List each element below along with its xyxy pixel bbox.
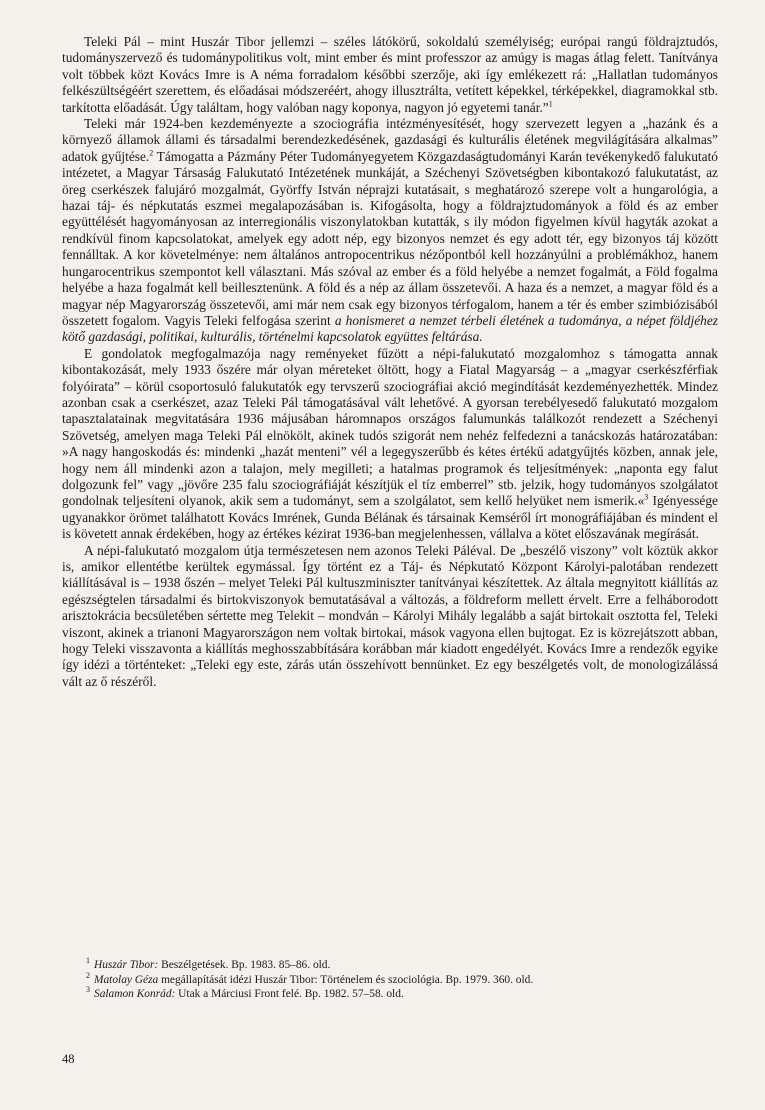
footnote-3: $^3$ Salamon Konrád: Utak a Márciusi Front felé. Bp. 1982. 57–58. old. <box>86 985 404 1001</box>
page-number: 48 <box>62 1052 75 1066</box>
footnotes <box>86 958 726 1002</box>
footnote-1: $^1$ Huszár Tibor: Beszélgetések. Bp. 1983. 85–86. old. <box>86 956 331 971</box>
emphasized-definition: a honismeret a nemzet térbeli életének a tudománya, a népet földjéhez kötő gazdasági, politikai, kulturális, történelmi kapcsolatok együttes feltárása. <box>62 312 718 345</box>
footnote-2: $^2$ Matolay Géza megállapítását idézi Huszár Tibor: Történelem és szociológia. Bp. 1979. 360. old. <box>86 970 534 986</box>
footnote-ref-3: 3 <box>644 492 649 502</box>
main-text <box>62 34 718 690</box>
paragraph-1: Teleki Pál – mint Huszár Tibor jellemzi – széles látókörű, sokoldalú személyiség; európai rangú földrajztudós, tudományszervező és tudománypolitikus volt, mint ember és mint professzor az amúgy is magas átlag felett. Tanítványa volt többek közt Kovács Imre is A néma forradalom későbbi szerzője, aki így emlékezett rá: „Hallatlan tudományos felkészültségéért szerettem, és előadásai módszeréért, ahogy illusztrálta, vetített képekkel, térképekkel, diagramokkal stb. tarkította előadását. Úgy találtam, hogy valóban nagy koponya, nagyon jó egyetemi tanár.”$^1$ <box>62 34 718 115</box>
paragraph-3: E gondolatok megfogalmazója nagy reményeket fűzött a népi-falukutató mozgalomhoz s támogatta annak kibontakozását, mely 1933 őszére már olyan méreteket öltött, hogy a Fiatal Magyarság – a „magyar cserkészférfiak folyóirata” – körül csoportosuló falukutatók egy tervszerű szociográfiai akció megindítását kezdeményezhették. Mindez azonban csak a cserkészet, azaz Teleki Pál támogatásával vált lehetővé. A gyorsan terebélyesedő falukutató mozgalom tapasztalatainak megvitatására 1936 májusában háromnapos országos falumunkás találkozót rendezett a Széchenyi Szövetség, amelyen maga Teleki Pál elnökölt, akinek tudós szigorát nem nehéz felfedezni a tanácskozás határozatában: »A nagy hangoskodás és: mindenki „hazát menteni” vél a legegyszerűbb és kétes értékű adatgyűjtés közben, annak jele, hogy nem áll mindenki azon a talajon, mely megilleti; a hatalmas programok és teljesítmények: „naponta egy falut dolgozunk fel” vagy „jövőre 235 falu szociográfiáját készítjük el tíz emberrel” stb. jelzik, hogy tudományos szolgálatot gondolnak teljesíteni olyanok, akik sem a tudományt, sem a szolgálatot, sem kellő helyüket nem ismerik.«$^3$ Igényessége ugyanakkor örömet találhatott Kovács Imrének, Gunda Bélának és társainak Kemséről írt monográfiájában és mindent el is követett annak érdekében, hogy az értékes kézirat 1936-ban megjelenhessen, vállalva a kötet előszavának megírását. <box>62 345 718 542</box>
footnote-ref-2: 2 <box>149 148 154 158</box>
footnote-ref-1: 1 <box>548 99 553 109</box>
paragraph-2: Teleki már 1924-ben kezdeményezte a szociográfia intézményesítését, hogy szervezett legyen a „hazánk és a környező államok állami és társadalmi berendezkedésének, gazdasági és kulturális életének megvilágítására alkalmas” adatok gyűjtése.$^2$ Támogatta a Pázmány Péter Tudományegyetem Közgazdaságtudományi Karán tevékenykedő falukutató intézetet, a Magyar Társaság Falukutató Intézetének munkáját, a Széchenyi Szövetségben kibontakozó falukutatást, az öreg cserkészek falujáró mozgalmát, Györffy István néprajzi kutatásait, s meghatározó szerepe volt a hungarológia, a hazai táj- és népkutatás eszmei megalapozásában is. Kifogásolta, hogy a földrajztudományok a föld és az ember együttélését hagyományosan az interregionális viszonylatokban kutatták, s ily módon figyelmen kívül hagyták azokat a rendkívül finom kapcsolatokat, amelyek egy adott nép, egy bizonyos nemzet és egy adott tér, egy bizonyos táj között fennálltak. A kor követelménye: nem általános antropocentrikus nézőpontból kell hozzányúlni a problémákhoz, hanem hungarocentrikus szempontot kell választani. Más szóval az ember és a föld helyébe a nemzet fogalmát, a Föld fogalma helyébe a haza fogalmát kell beillesztenünk. A föld és a nép az állam összetevői. A haza és a nemzet, a magyar föld és a magyar nép Magyarország összetevői, ami már nem csak egy bizonyos térfogalom, hanem a tér és ember szimbiózisából összetett fogalom. Vagyis Teleki felfogása szerint a honismeret a nemzet térbeli életének a tudománya, a népet földjéhez kötő gazdasági, politikai, kulturális, történelmi kapcsolatok együttes feltárása. <box>62 116 718 345</box>
paragraph-4: A népi-falukutató mozgalom útja természetesen nem azonos Teleki Páléval. De „beszélő viszony” volt köztük akkor is, amikor ellentétbe kerültek egymással. Így történt ez a Táj- és Népkutató Központ Károlyi-palotában rendezett kiállításával is – 1938 őszén – melyet Teleki Pál kultuszminiszter tanítványai készítettek. Az általa megnyitott kiállítás az egészségtelen társadalmi és birtokviszonyok bemutatásával a változás, a földreform mellett érvelt. Erre a felháborodott arisztokrácia becsületében sértette meg Telekit – mondván – Károlyi Mihály legalább a saját birtokait osztotta fel, Teleki viszont, akinek a trianoni Magyarországon nem voltak birtokai, mások vagyona ellen bujtogat. Ez is közrejátszott abban, hogy Teleki visszavonta a kiállítás meghosszabbítására korábban már kiadott engedélyét. Kovács Imre a rendezők egyike így idézi a történteket: „Teleki egy este, zárás után összehívott bennünket. Ez egy beszélgetés volt, de monologizálássá vált az ő részéről. <box>62 542 718 689</box>
